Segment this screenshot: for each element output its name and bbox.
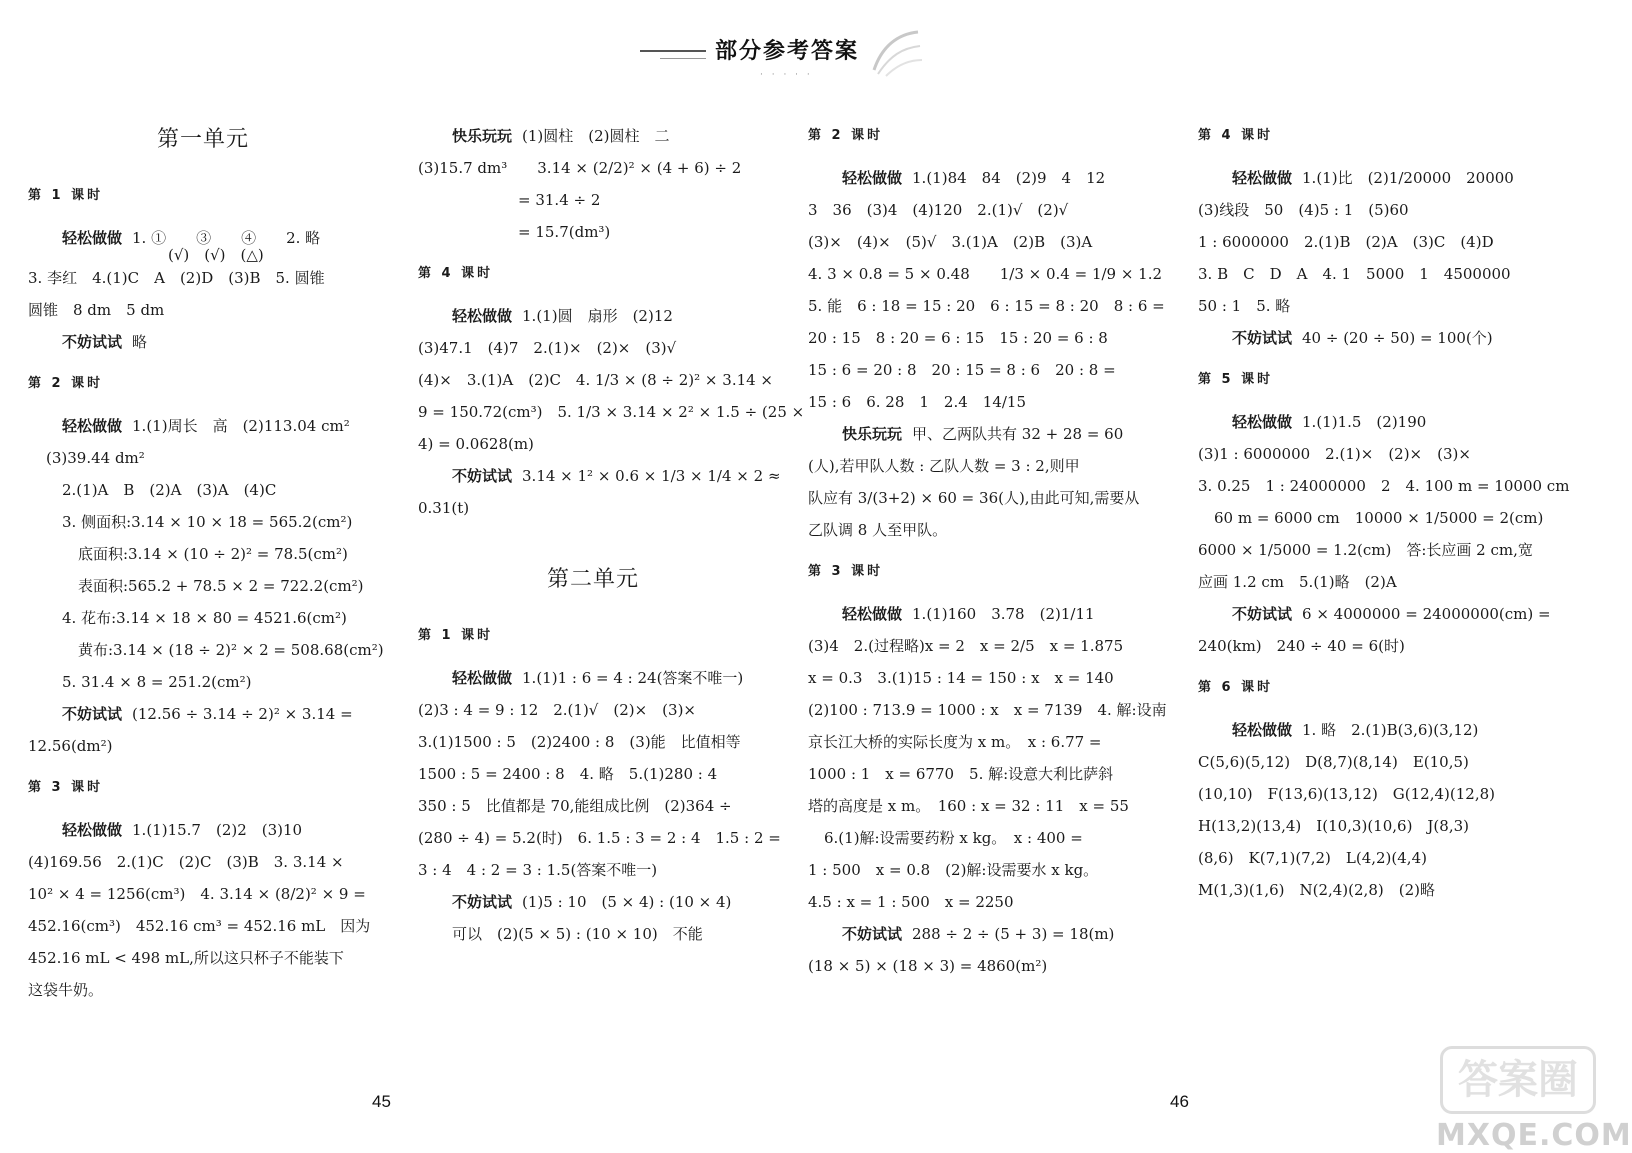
page-number-left: 45: [372, 1092, 391, 1111]
watermark-text: MXQE.COM: [1436, 1118, 1632, 1153]
answer-line: 0.31(t): [418, 499, 470, 517]
answer-line: (18 × 5) × (18 × 3) = 4860(m²): [808, 957, 1048, 975]
answer-line: 3. 李红 4.(1)C A (2)D (3)B 5. 圆锥: [28, 269, 325, 287]
lesson-heading: 第 1 课时: [418, 628, 494, 643]
answer-line: 15 : 6 6. 28 1 2.4 14/15: [808, 393, 1027, 411]
answer-line: (√) (√) (△): [168, 246, 264, 264]
section-label: 快乐玩玩: [452, 127, 513, 145]
answer-column-4: [1198, 120, 1570, 906]
unit-title: 第一单元: [156, 127, 249, 152]
answer-line: 4.5 : x = 1 : 500 x = 2250: [808, 893, 1014, 911]
section-label: 不妨试试: [842, 925, 903, 943]
header-rule-thin: [660, 58, 706, 59]
answer-line: (4)169.56 2.(1)C (2)C (3)B 3. 3.14 ×: [28, 853, 344, 871]
answer-line: 不妨试试 6 × 4000000 = 24000000(cm) =: [1232, 605, 1551, 623]
page-number-right: 46: [1170, 1092, 1189, 1111]
answer-line: 1000 : 1 x = 6770 5. 解:设意大利比萨斜: [808, 765, 1114, 783]
header-rule: [640, 50, 706, 52]
answer-line: (4)× 3.(1)A (2)C 4. 1/3 × (8 ÷ 2)² × 3.14 ×: [418, 371, 774, 389]
answer-line: 4. 花布:3.14 × 18 × 80 = 4521.6(cm²): [62, 609, 347, 627]
lesson-heading: 第 3 课时: [28, 780, 104, 795]
answer-line: 不妨试试 略: [62, 333, 148, 351]
answer-line: 9 = 150.72(cm³) 5. 1/3 × 3.14 × 2² × 1.5 ÷ (25 ×: [418, 403, 805, 421]
answer-line: 轻松做做 1.(1)84 84 (2)9 4 12: [842, 169, 1106, 187]
answer-line: 50 : 1 5. 略: [1198, 297, 1291, 315]
answer-line: (10,10) F(13,6)(13,12) G(12,4)(12,8): [1198, 785, 1495, 803]
answer-line: (3)1 : 6000000 2.(1)× (2)× (3)×: [1198, 445, 1471, 463]
section-label: 不妨试试: [1232, 605, 1293, 623]
section-label: 不妨试试: [1232, 329, 1293, 347]
answer-line: (8,6) K(7,1)(7,2) L(4,2)(4,4): [1198, 849, 1427, 867]
lesson-heading: 第 1 课时: [28, 188, 104, 203]
answer-line: 4) = 0.0628(m): [418, 435, 534, 453]
answer-line: 不妨试试 40 ÷ (20 ÷ 50) = 100(个): [1232, 329, 1493, 347]
answer-line: 不妨试试 288 ÷ 2 ÷ (5 + 3) = 18(m): [842, 925, 1115, 943]
answer-line: (2)3 : 4 = 9 : 12 2.(1)√ (2)× (3)×: [418, 701, 696, 719]
lesson-heading: 第 6 课时: [1198, 680, 1274, 695]
section-label: 轻松做做: [62, 229, 123, 247]
lesson-heading: 第 5 课时: [1198, 372, 1274, 387]
section-label: 不妨试试: [62, 333, 123, 351]
answer-line: 10² × 4 = 1256(cm³) 4. 3.14 × (8/2)² × 9 =: [28, 885, 366, 903]
answer-line: 6000 × 1/5000 = 1.2(cm) 答:长应画 2 cm,宽: [1198, 541, 1533, 559]
answer-line: 2.(1)A B (2)A (3)A (4)C: [62, 481, 277, 499]
answer-line: 15 : 6 = 20 : 8 20 : 15 = 8 : 6 20 : 8 =: [808, 361, 1116, 379]
answer-line: 圆锥 8 dm 5 dm: [28, 301, 165, 319]
answer-line: 塔的高度是 x m。 160 : x = 32 : 11 x = 55: [808, 797, 1129, 815]
answer-line: 不妨试试 (12.56 ÷ 3.14 ÷ 2)² × 3.14 =: [62, 705, 353, 723]
section-label: 轻松做做: [62, 821, 123, 839]
section-label: 轻松做做: [1232, 413, 1293, 431]
answer-column-2: [418, 120, 805, 950]
answer-line: 1 : 6000000 2.(1)B (2)A (3)C (4)D: [1198, 233, 1494, 251]
section-label: 轻松做做: [1232, 169, 1293, 187]
answer-line: 3. B C D A 4. 1 5000 1 4500000: [1198, 265, 1511, 283]
answer-line: M(1,3)(1,6) N(2,4)(2,8) (2)略: [1198, 881, 1435, 899]
section-label: 轻松做做: [452, 669, 513, 687]
answer-line: 4. 3 × 0.8 = 5 × 0.48 1/3 × 0.4 = 1/9 × 1.2: [808, 265, 1163, 283]
answer-line: 应画 1.2 cm 5.(1)略 (2)A: [1198, 573, 1397, 591]
answer-line: 轻松做做 1.(1)周长 高 (2)113.04 cm²: [62, 417, 350, 435]
header-title: 部分参考答案: [715, 39, 860, 64]
answer-line: 1500 : 5 = 2400 : 8 4. 略 5.(1)280 : 4: [418, 765, 718, 783]
answer-line: 这袋牛奶。: [28, 981, 104, 999]
answer-line: 黄布:3.14 × (18 ÷ 2)² × 2 = 508.68(cm²): [78, 641, 384, 659]
answer-line: 轻松做做 1.(1)15.7 (2)2 (3)10: [62, 821, 303, 839]
answer-line: 轻松做做 1. ① ③ ④ 2. 略: [62, 229, 321, 247]
lesson-heading: 第 3 课时: [808, 564, 884, 579]
answer-line: 350 : 5 比值都是 70,能组成比例 (2)364 ÷: [418, 797, 732, 815]
answer-line: 12.56(dm²): [28, 737, 113, 755]
section-label: 不妨试试: [452, 893, 513, 911]
answer-line: 轻松做做 1. 略 2.(1)B(3,6)(3,12): [1232, 721, 1479, 739]
section-label: 轻松做做: [452, 307, 513, 325]
answer-line: 452.16(cm³) 452.16 cm³ = 452.16 mL 因为: [28, 917, 371, 935]
answer-line: 3. 0.25 1 : 24000000 2 4. 100 m = 10000 cm: [1198, 477, 1570, 495]
answer-column-3: [808, 120, 1167, 982]
lesson-heading: 第 2 课时: [28, 376, 104, 391]
answer-line: = 31.4 ÷ 2: [518, 191, 601, 209]
lesson-heading: 第 2 课时: [808, 128, 884, 143]
answer-line: 底面积:3.14 × (10 ÷ 2)² = 78.5(cm²): [78, 545, 348, 563]
answer-line: 轻松做做 1.(1)160 3.78 (2)1/11: [842, 605, 1095, 623]
answer-line: 3 : 4 4 : 2 = 3 : 1.5(答案不唯一): [418, 861, 658, 879]
watermark-seal: 答案圈: [1440, 1046, 1596, 1114]
section-label: 快乐玩玩: [842, 425, 903, 443]
answer-line: 不妨试试 3.14 × 1² × 0.6 × 1/3 × 1/4 × 2 ≈: [452, 467, 781, 485]
answer-line: 轻松做做 1.(1)1 : 6 = 4 : 24(答案不唯一): [452, 669, 744, 687]
unit-title: 第二单元: [546, 567, 639, 592]
section-label: 不妨试试: [62, 705, 123, 723]
answer-line: 1 : 500 x = 0.8 (2)解:设需要水 x kg。: [808, 861, 1099, 879]
answer-line: = 15.7(dm³): [518, 223, 611, 241]
answer-line: 60 m = 6000 cm 10000 × 1/5000 = 2(cm): [1214, 509, 1544, 527]
header-dots: · · · · ·: [760, 70, 813, 80]
answer-line: 20 : 15 8 : 20 = 6 : 15 15 : 20 = 6 : 8: [808, 329, 1108, 347]
answer-line: 表面积:565.2 + 78.5 × 2 = 722.2(cm²): [78, 577, 364, 595]
answer-line: 可以 (2)(5 × 5) : (10 × 10) 不能: [452, 925, 703, 943]
answer-column-1: [28, 120, 384, 1006]
lesson-heading: 第 4 课时: [418, 266, 494, 281]
section-label: 不妨试试: [452, 467, 513, 485]
answer-line: 240(km) 240 ÷ 40 = 6(时): [1198, 637, 1405, 655]
answer-line: 轻松做做 1.(1)1.5 (2)190: [1232, 413, 1427, 431]
answer-line: 队应有 3/(3+2) × 60 = 36(人),由此可知,需要从: [808, 489, 1140, 507]
answer-line: 452.16 mL < 498 mL,所以这只杯子不能装下: [28, 949, 344, 967]
lesson-heading: 第 4 课时: [1198, 128, 1274, 143]
answer-line: 5. 31.4 × 8 = 251.2(cm²): [62, 673, 252, 691]
answer-line: 轻松做做 1.(1)比 (2)1/20000 20000: [1232, 169, 1514, 187]
section-label: 轻松做做: [842, 169, 903, 187]
answer-line: 不妨试试 (1)5 : 10 (5 × 4) : (10 × 4): [452, 893, 732, 911]
header-ornament-icon: [868, 26, 924, 78]
answer-line: (3)4 2.(过程略)x = 2 x = 2/5 x = 1.875: [808, 637, 1124, 655]
answer-line: 快乐玩玩 甲、乙两队共有 32 + 28 = 60: [842, 425, 1124, 443]
answer-line: x = 0.3 3.(1)15 : 14 = 150 : x x = 140: [808, 669, 1114, 687]
answer-line: 3.(1)1500 : 5 (2)2400 : 8 (3)能 比值相等: [418, 733, 741, 751]
section-label: 轻松做做: [842, 605, 903, 623]
answer-line: (3)15.7 dm³ 3.14 × (2/2)² × (4 + 6) ÷ 2: [418, 159, 742, 177]
answer-line: 京长江大桥的实际长度为 x m。 x : 6.77 =: [808, 733, 1102, 751]
answer-line: 3. 侧面积:3.14 × 10 × 18 = 565.2(cm²): [62, 513, 353, 531]
answer-line: C(5,6)(5,12) D(8,7)(8,14) E(10,5): [1198, 753, 1469, 771]
answer-line: (3)39.44 dm²: [46, 449, 145, 467]
answer-line: 快乐玩玩 (1)圆柱 (2)圆柱 二: [452, 127, 670, 145]
answer-line: 6.(1)解:设需要药粉 x kg。 x : 400 =: [824, 829, 1083, 847]
answer-line: (人),若甲队人数 : 乙队人数 = 3 : 2,则甲: [808, 457, 1080, 475]
answer-line: (3)47.1 (4)7 2.(1)× (2)× (3)√: [418, 339, 677, 357]
answer-line: 3 36 (3)4 (4)120 2.(1)√ (2)√: [808, 201, 1069, 219]
answer-line: (3)× (4)× (5)√ 3.(1)A (2)B (3)A: [808, 233, 1093, 251]
answer-line: (2)100 : 713.9 = 1000 : x x = 7139 4. 解:设南: [808, 701, 1167, 719]
answer-line: (280 ÷ 4) = 5.2(时) 6. 1.5 : 3 = 2 : 4 1.5 : 2 =: [418, 829, 781, 847]
page-header: [0, 22, 1600, 82]
answer-line: 轻松做做 1.(1)圆 扇形 (2)12: [452, 307, 673, 325]
answer-line: H(13,2)(13,4) I(10,3)(10,6) J(8,3): [1198, 817, 1469, 835]
answer-line: 5. 能 6 : 18 = 15 : 20 6 : 15 = 8 : 20 8 : 6 =: [808, 297, 1165, 315]
answer-line: 乙队调 8 人至甲队。: [808, 521, 948, 539]
section-label: 轻松做做: [62, 417, 123, 435]
answer-line: (3)线段 50 (4)5 : 1 (5)60: [1198, 201, 1409, 219]
section-label: 轻松做做: [1232, 721, 1293, 739]
